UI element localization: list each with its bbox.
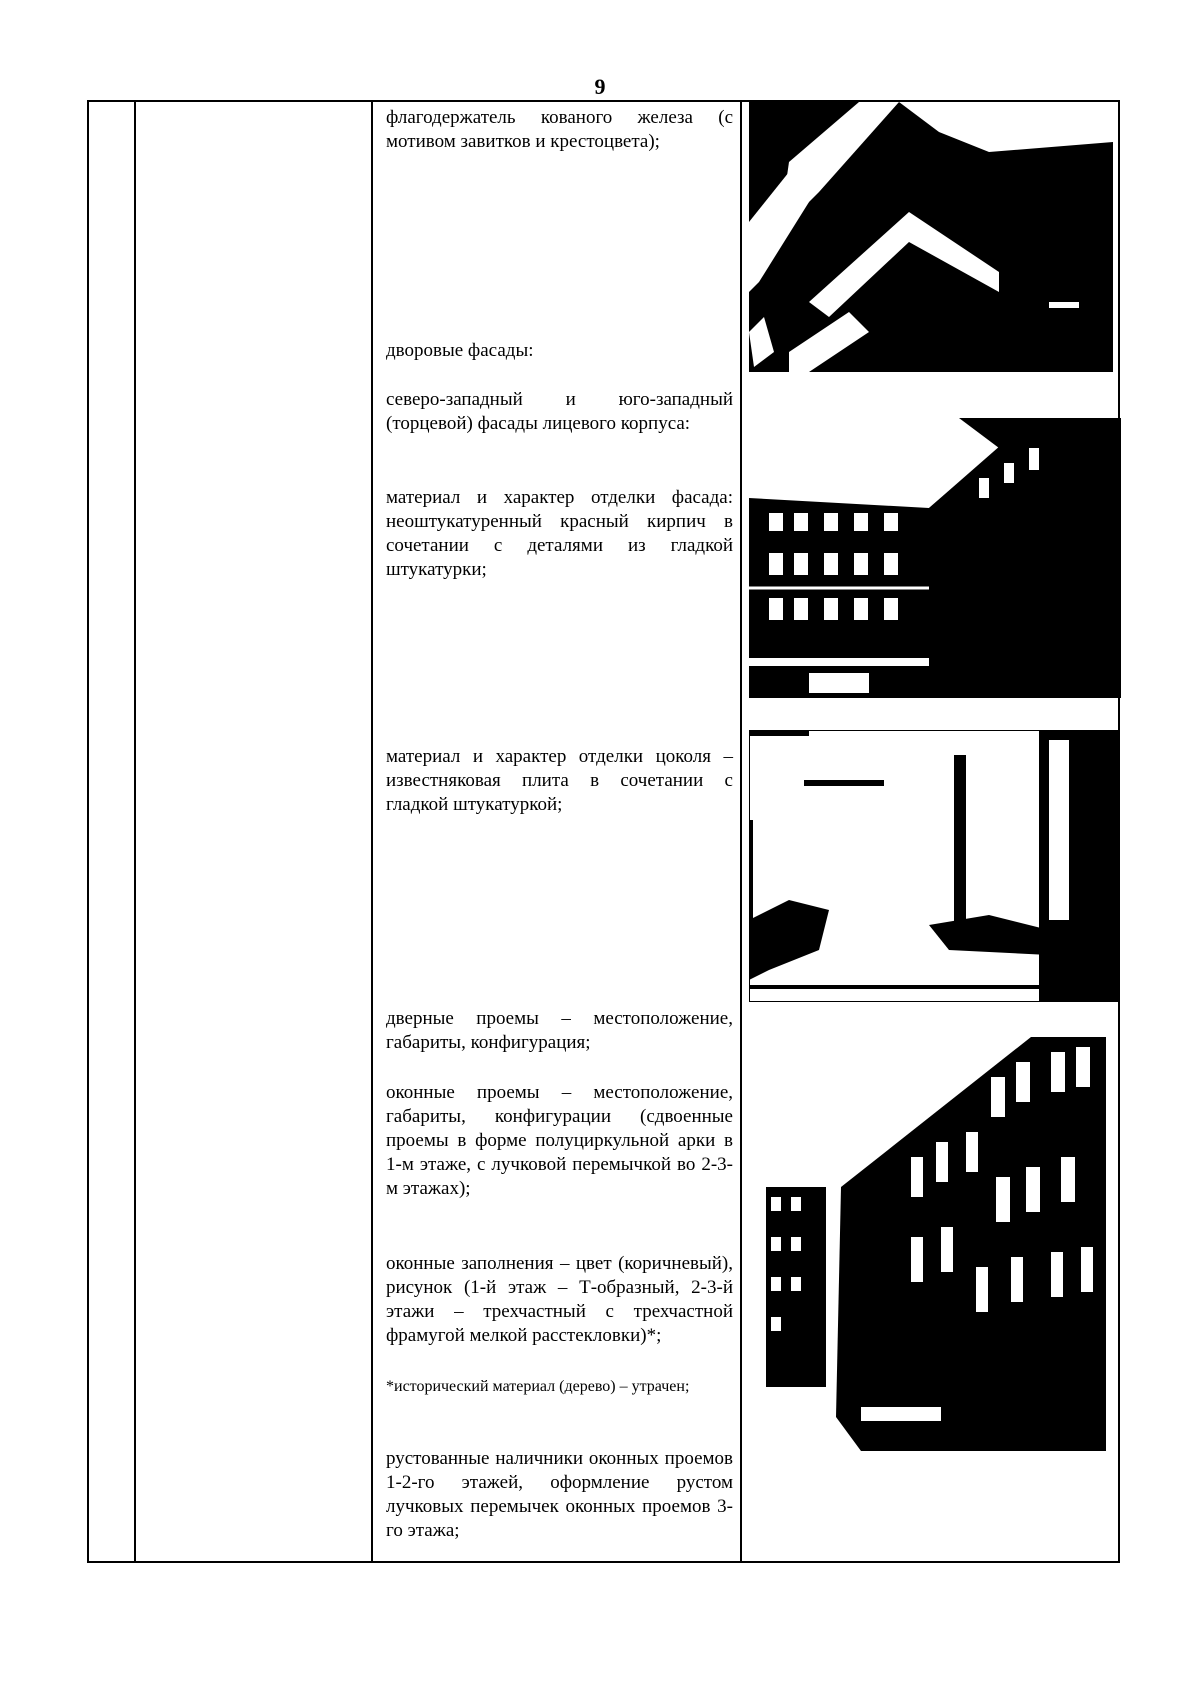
paragraph: оконные заполнения – цвет (коричневый), рисунок (1-й этаж – Т-образный, 2-3-й этажи – трехчастный с трехчастной фрамугой мелкой расстекловки)*; xyxy=(386,1253,733,1346)
table-divider xyxy=(134,102,136,1561)
flag-holder-photo xyxy=(749,102,1113,372)
paragraph: дверные проемы – местоположение, габариты, конфигурация; xyxy=(386,1008,733,1053)
table-divider xyxy=(740,102,742,1561)
plinth-photo xyxy=(749,730,1119,1002)
plinth-image xyxy=(749,730,1119,1002)
paragraph: оконные проемы – местоположение, габариты, конфигурации (сдвоенные проемы в форме полуциркульной арки в 1-м этаже, с лучковой перемычкой во 2-3-м этажах); xyxy=(386,1082,733,1199)
paragraph: материал и характер отделки цоколя – известняковая плита в сочетании с гладкой штукатуркой; xyxy=(386,746,733,815)
courtyard-facade-photo xyxy=(749,418,1121,698)
paragraph: флагодержатель кованого железа (с мотивом завитков и крестоцвета); xyxy=(386,107,733,152)
paragraph: рустованные наличники оконных проемов 1-2-го этажей, оформление рустом лучковых перемычек оконных проемов 3-го этажа; xyxy=(386,1448,733,1541)
windows-facade-photo xyxy=(761,1037,1106,1451)
page-number: 9 xyxy=(594,74,606,99)
paragraph: дворовые фасады: xyxy=(386,340,534,361)
footnote: *исторический материал (дерево) – утрачен; xyxy=(386,1378,690,1395)
paragraph: северо-западный и юго-западный (торцевой) фасады лицевого корпуса: xyxy=(386,389,733,434)
windows-facade-image xyxy=(761,1037,1106,1451)
object-table xyxy=(87,100,1120,1563)
paragraph: материал и характер отделки фасада: неоштукатуренный красный кирпич в сочетании с деталями из гладкой штукатурки; xyxy=(386,487,733,580)
courtyard-facade-image xyxy=(749,418,1121,698)
table-divider xyxy=(371,102,373,1561)
flag-holder-image xyxy=(749,102,1113,372)
